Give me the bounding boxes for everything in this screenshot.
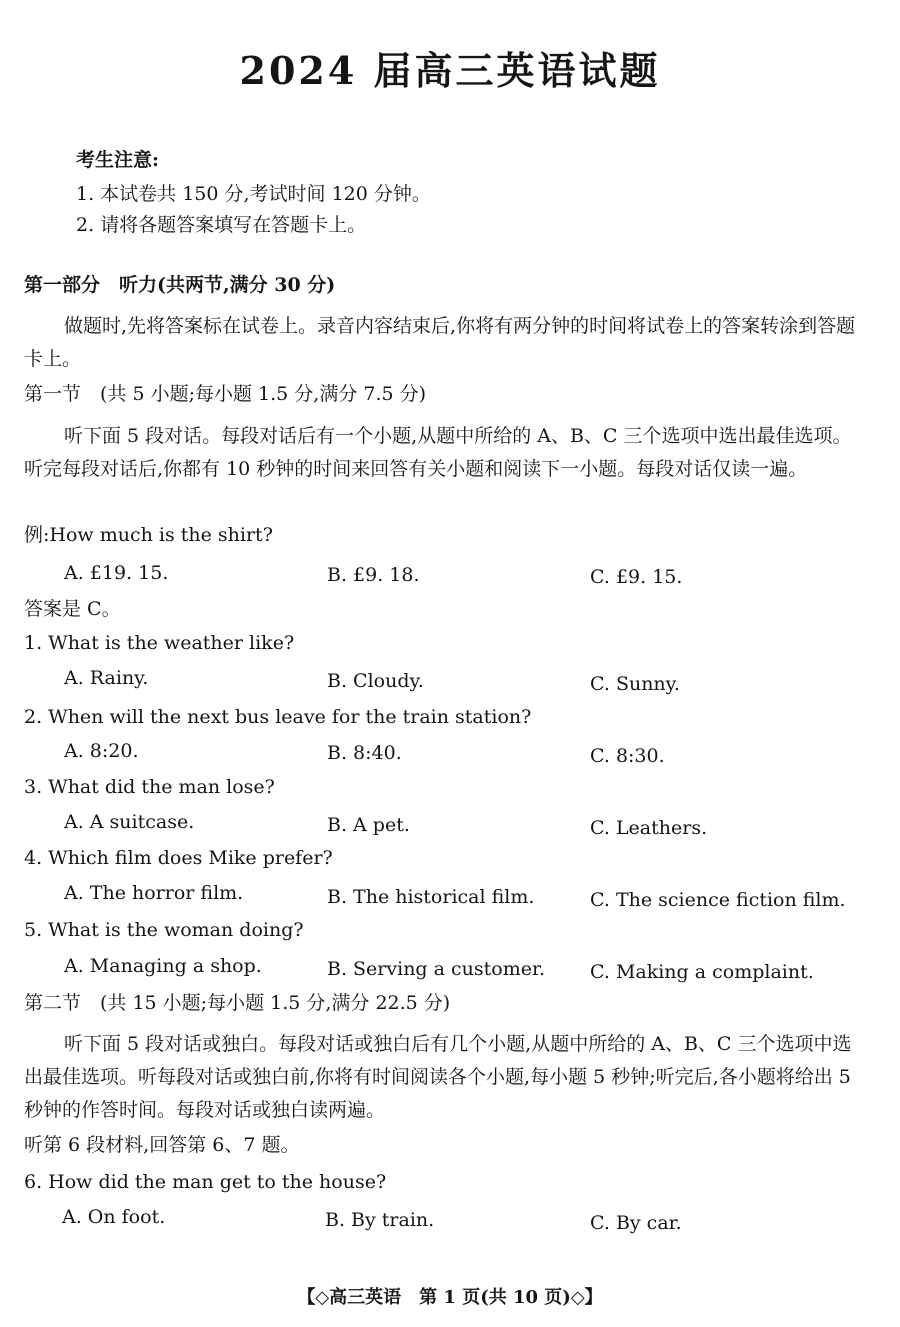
q1-option-a: A. Rainy. xyxy=(64,667,149,689)
q5-option-b: B. Serving a customer. xyxy=(327,958,545,980)
q5-option-a: A. Managing a shop. xyxy=(64,955,262,977)
question-4: 4. Which film does Mike prefer? xyxy=(24,847,333,869)
section1-heading: 第一节 (共 5 小题;每小题 1.5 分,满分 7.5 分) xyxy=(24,383,427,405)
question-2: 2. When will the next bus leave for the train station? xyxy=(24,706,532,728)
q2-option-c: C. 8:30. xyxy=(590,745,665,767)
q1-option-b: B. Cloudy. xyxy=(327,670,424,692)
example-option-c: C. £9. 15. xyxy=(590,566,683,588)
q4-option-b: B. The historical film. xyxy=(327,886,535,908)
question-6: 6. How did the man get to the house? xyxy=(24,1171,387,1193)
notice-item: 2. 请将各题答案填写在答题卡上。 xyxy=(76,214,367,236)
question-1: 1. What is the weather like? xyxy=(24,632,295,654)
question-3: 3. What did the man lose? xyxy=(24,776,275,798)
q6-option-a: A. On foot. xyxy=(62,1206,166,1228)
example-question: 例:How much is the shirt? xyxy=(24,524,273,546)
part1-intro: 做题时,先将答案标在试卷上。录音内容结束后,你将有两分钟的时间将试卷上的答案转涂到答题卡上。 xyxy=(24,315,856,370)
q6-option-b: B. By train. xyxy=(325,1209,435,1231)
q2-option-b: B. 8:40. xyxy=(327,742,402,764)
part1-heading: 第一部分 听力(共两节,满分 30 分) xyxy=(24,274,336,296)
example-answer: 答案是 C。 xyxy=(24,598,121,620)
question-5: 5. What is the woman doing? xyxy=(24,919,304,941)
page-title: 2024 届高三英语试题 xyxy=(239,48,661,93)
section2-instructions: 听下面 5 段对话或独白。每段对话或独白后有几个小题,从题中所给的 A、B、C 三个选项中选出最佳选项。听每段对话或独白前,你将有时间阅读各个小题,每小题 5 秒钟;听完后,各小题将给出 5 秒钟的作答时间。每段对话或独白读两遍。 xyxy=(24,1033,852,1121)
q5-option-c: C. Making a complaint. xyxy=(590,961,814,983)
q3-option-c: C. Leathers. xyxy=(590,817,708,839)
q3-option-a: A. A suitcase. xyxy=(64,811,195,833)
notice-item: 1. 本试卷共 150 分,考试时间 120 分钟。 xyxy=(76,183,431,205)
section2-heading: 第二节 (共 15 小题;每小题 1.5 分,满分 22.5 分) xyxy=(24,992,451,1014)
q6-option-c: C. By car. xyxy=(590,1212,682,1234)
q3-option-b: B. A pet. xyxy=(327,814,410,836)
example-option-b: B. £9. 18. xyxy=(327,564,420,586)
example-option-a: A. £19. 15. xyxy=(64,562,169,584)
material-note: 听第 6 段材料,回答第 6、7 题。 xyxy=(24,1134,300,1156)
q2-option-a: A. 8:20. xyxy=(64,740,139,762)
q4-option-c: C. The science fiction film. xyxy=(590,889,846,911)
notice-heading: 考生注意: xyxy=(76,149,160,171)
section1-instructions: 听下面 5 段对话。每段对话后有一个小题,从题中所给的 A、B、C 三个选项中选出最佳选项。听完每段对话后,你都有 10 秒钟的时间来回答有关小题和阅读下一小题。每段对话仅读一遍。 xyxy=(24,425,852,480)
page-footer: 【◇高三英语 第 1 页(共 10 页)◇】 xyxy=(297,1287,603,1308)
q4-option-a: A. The horror film. xyxy=(64,882,244,904)
q1-option-c: C. Sunny. xyxy=(590,673,680,695)
